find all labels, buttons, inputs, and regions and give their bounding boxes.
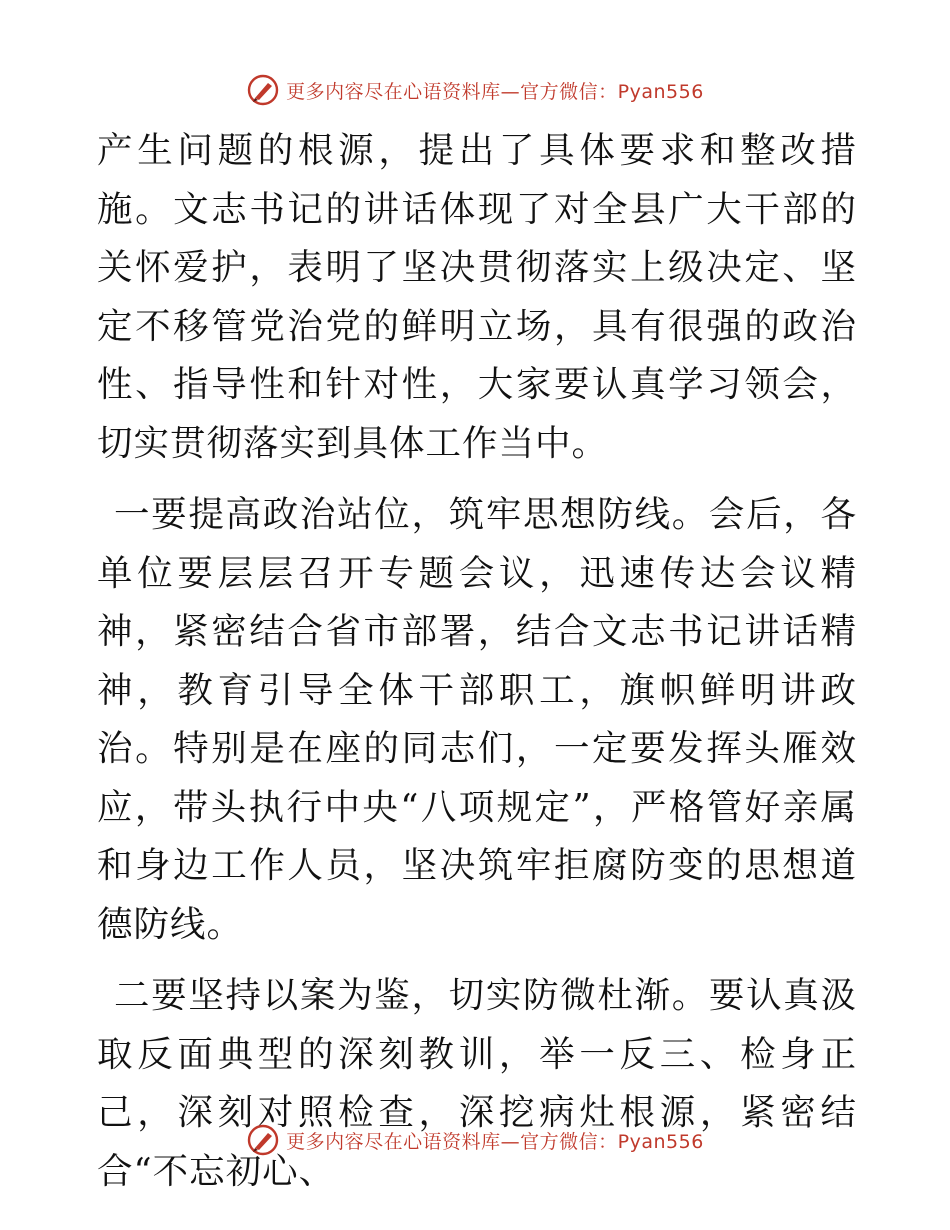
footer-banner-text: 更多内容尽在心语资料库—官方微信：Pyan556: [286, 1130, 704, 1153]
footer-banner: [0, 1118, 950, 1162]
header-banner-text: 更多内容尽在心语资料库—官方微信：Pyan556: [286, 80, 704, 103]
paragraph-2: 一要提高政治站位，筑牢思想防线。会后，各单位要层层召开专题会议，迅速传达会议精神，紧密结合省市部署，结合文志书记讲话精神，教育引导全体干部职工，旗帜鲜明讲政治。特别是在座的同志们，一定要发挥头雁效应，带头执行中央“八项规定”，严格管好亲属和身边工作人员，坚决筑牢拒腐防变的思想道德防线。: [97, 494, 857, 945]
pen-logo-icon: [246, 73, 280, 107]
pen-logo-icon: [246, 1123, 280, 1157]
header-wechat-id: Pyan556: [617, 80, 704, 103]
paragraph-1: 产生问题的根源，提出了具体要求和整改措施。文志书记的讲话体现了对全县广大干部的关怀爱护，表明了坚决贯彻落实上级决定、坚定不移管党治党的鲜明立场，具有很强的政治性、指导性和针对性，大家要认真学习领会，切实贯彻落实到具体工作当中。: [97, 130, 857, 464]
paragraph-3: 二要坚持以案为鉴，切实防微杜渐。要认真汲取反面典型的深刻教训，举一反三、检身正己，深刻对照检查，深挖病灶根源，紧密结合“不忘初心、: [97, 975, 857, 1192]
footer-wechat-id: Pyan556: [617, 1130, 704, 1153]
header-banner: [0, 68, 950, 112]
document-body: [97, 122, 857, 1201]
